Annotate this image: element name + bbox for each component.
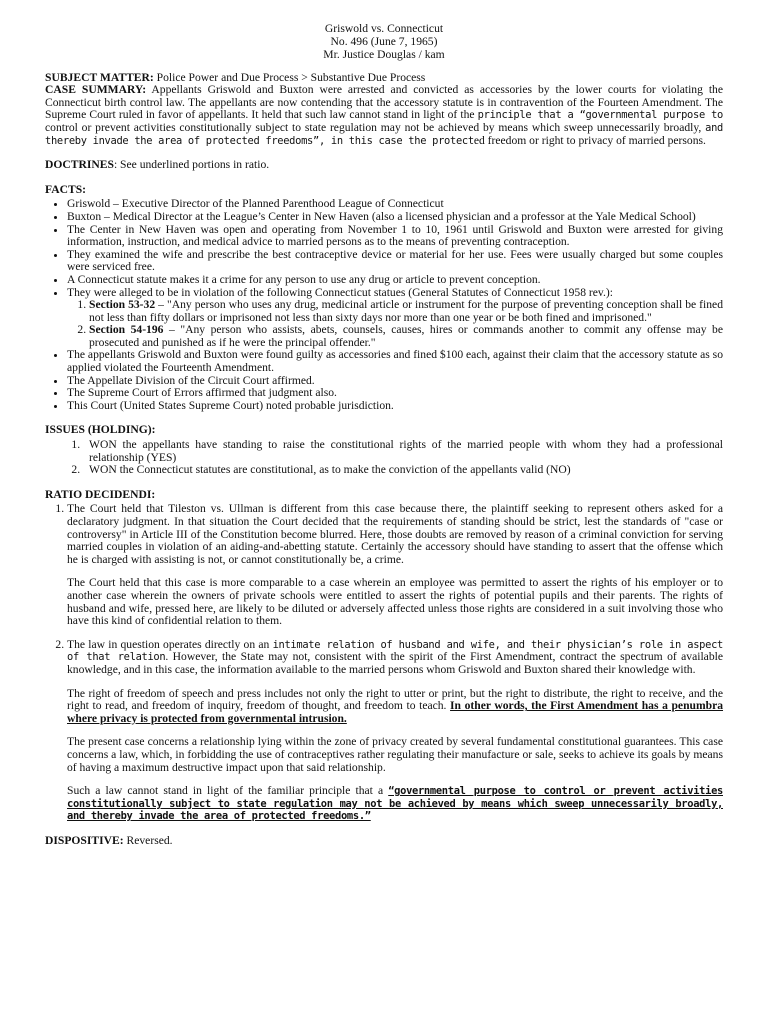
dispositive bbox=[45, 835, 723, 848]
ratio-underlined-doctrine: In other words, the First Amendment has a penumbra where privacy is protected from governmental intrusion. bbox=[67, 699, 724, 725]
ratio-paragraph: 1. The Court held that Tileston vs. Ullman is different from this case because there, the plaintiff seeking to represent others asked for a declaratory judgment. In that situation the Court decided that the requirements of standing should be strict, lest the standards of "case or controversy" in Article III of the Constitution become blurred. Here, those doubts are removed by reason of a criminal conviction for serving married couples in violation of an aiding-and-abetting statute. Certainly the accessory should have standing to assert that the offense which he is charged with assisting is not, or cannot constitutionally be, a crime. bbox=[67, 502, 723, 566]
issue-item: 1. WON the appellants have standing to raise the constitutional rights of the married people with whom they had a professional relationship (YES) bbox=[83, 439, 723, 464]
subject-matter-label: SUBJECT MATTER: bbox=[45, 70, 154, 84]
case-summary-text-1: Appellants Griswold and Buxton were arrested and convicted as accessories by the lower courts for violating the Connecticut birth control law. The appellants are now contending that the accessory statute is in contravention of the Fourteen Amendment. The Supreme Court ruled in favor of appellants. It held that such law cannot stand in light of the bbox=[45, 83, 723, 122]
ratio-paragraph bbox=[67, 785, 723, 823]
doctrines bbox=[45, 159, 723, 172]
case-number: No. 496 (June 7, 1965) bbox=[330, 35, 438, 49]
ratio-heading: RATIO DECIDENDI: bbox=[45, 487, 156, 501]
ratio-text: The right of freedom of speech and press includes not only the right to utter or print, but the right to distribute, the right to receive, and the right to read, and freedom of inquiry, freedom of thought, and freedom to teach. bbox=[67, 686, 723, 713]
case-summary-label: CASE SUMMARY: bbox=[45, 83, 147, 97]
facts-list bbox=[45, 198, 723, 412]
fact-item: • This Court (United States Supreme Court) noted probable jurisdiction. bbox=[67, 400, 723, 413]
dispositive-label: DISPOSITIVE: bbox=[45, 833, 124, 847]
issues-section bbox=[45, 424, 723, 476]
ratio-highlight: intimate relation of husband and wife, and their physician’s role in aspect of that relation bbox=[67, 638, 723, 664]
case-summary bbox=[45, 84, 723, 147]
facts-section bbox=[45, 184, 723, 413]
case-summary-highlight-2: and thereby invade the area of protected freedoms”, in this case the protect bbox=[45, 121, 723, 147]
dispositive-text: Reversed. bbox=[123, 833, 173, 847]
issue-item: 2. WON the Connecticut statutes are constitutional, as to make the conviction of the appellants valid (NO) bbox=[83, 464, 723, 477]
fact-item: • The Supreme Court of Errors affirmed that judgment also. bbox=[67, 387, 723, 400]
doctrines-label: DOCTRINES bbox=[45, 158, 114, 172]
fact-item: • Griswold – Executive Director of the Planned Parenthood League of Connecticut bbox=[67, 198, 723, 211]
ratio-text: Such a law cannot stand in light of the familiar principle that a bbox=[67, 784, 389, 798]
facts-heading: FACTS: bbox=[45, 182, 87, 196]
statute-text: – "Any person who uses any drug, medicinal article or instrument for the purpose of preventing conception shall be fined not less than fifty dollars or imprisoned not less than sixty days nor more than one year or be both fined and imprisoned." bbox=[89, 298, 723, 324]
ratio-paragraph: The Court held that this case is more comparable to a case wherein an employee was permitted to assert the rights of his employer or to another case wherein the owners of private schools were entitled to assert the rights of potential pupils and their parents. The rights of husband and wife, pressed here, are likely to be diluted or adversely affected unless those rights are considered in a suit involving those who have this kind of confidential relation to them. bbox=[67, 576, 723, 628]
ratio-item-2 bbox=[67, 639, 723, 823]
statute-label: Section 54-196 bbox=[89, 323, 164, 337]
justice-line: Mr. Justice Douglas / kam bbox=[323, 48, 445, 62]
fact-item: • The Center in New Haven was open and operating from November 1 to 10, 1961 until Griswold and Buxton were arrested for giving information, instruction, and medical advice to married persons as to the means of preventing contraception. bbox=[67, 224, 723, 249]
fact-item: • They examined the wife and prescribe the best contraceptive device or material for her use. Fees were usually charged but some couples were serviced free. bbox=[67, 249, 723, 274]
statute-label: Section 53-32 bbox=[89, 298, 156, 312]
doctrines-text: : See underlined portions in ratio. bbox=[113, 158, 270, 172]
ratio-paragraph bbox=[67, 639, 723, 677]
statute-item bbox=[89, 299, 723, 324]
ratio-text: . However, the State may not, consistent with the spirit of the First Amendment, contract the spectrum of available knowledge, and in this case, the information available to the married persons whom Griswold and Buxton shared their knowledge with. bbox=[67, 650, 723, 676]
subject-matter-text: Police Power and Due Process > Substantive Due Process bbox=[153, 70, 426, 84]
statute-text: – "Any person who assists, abets, counsels, causes, hires or commands another to commit any offense may be prosecuted and punished as if he were the principal offender." bbox=[89, 323, 723, 349]
document-header bbox=[45, 22, 723, 62]
fact-item-statutes bbox=[67, 287, 723, 350]
statute-list bbox=[67, 299, 723, 349]
ratio-paragraph bbox=[67, 688, 723, 726]
statute-item bbox=[89, 324, 723, 349]
ratio-item-1 bbox=[67, 503, 723, 638]
fact-item: • A Connecticut statute makes it a crime for any person to use any drug or article to prevent conception. bbox=[67, 274, 723, 287]
case-summary-text-2: control or prevent activities constitutionally subject to state regulation may not be achieved by means which sweep unnecessarily broadly, bbox=[45, 120, 706, 134]
fact-item: • The Appellate Division of the Circuit Court affirmed. bbox=[67, 375, 723, 388]
case-title: Griswold vs. Connecticut bbox=[324, 22, 444, 35]
fact-item: • The appellants Griswold and Buxton were found guilty as accessories and fined $100 each, against their claim that the accessory statute as so applied violated the Fourteenth Amendment. bbox=[67, 349, 723, 374]
fact-item-statutes-text: They were alleged to be in violation of the following Connecticut statues (General Statutes of Connecticut 1958 rev.): bbox=[67, 285, 613, 299]
ratio-section bbox=[45, 489, 723, 823]
fact-item: • Buxton – Medical Director at the League’s Center in New Haven (also a licensed physician and a professor at the Yale Medical School) bbox=[67, 211, 723, 224]
ratio-paragraph: The present case concerns a relationship lying within the zone of privacy created by several fundamental constitutional guarantees. This case concerns a law, which, in forbidding the use of contraceptives rather regulating their manufacture or sale, seeks to achieve its goals by means of having a maximum destructive impact upon that said relationship. bbox=[67, 735, 723, 774]
issues-heading: ISSUES (HOLDING): bbox=[45, 423, 156, 437]
ratio-underlined-doctrine: “governmental purpose to control or prevent activities constitutionally subject to state regulation may not be achieved by means which sweep unnecessarily broadly, and thereby invade the area of protected freedoms.” bbox=[67, 785, 723, 823]
ratio-list bbox=[45, 503, 723, 822]
ratio-text: The law in question operates directly on an bbox=[67, 637, 273, 651]
case-summary-text-3: ed freedom or right to privacy of married persons. bbox=[473, 133, 706, 147]
issues-list bbox=[45, 439, 723, 477]
case-summary-highlight-1: principle that a “governmental purpose to bbox=[477, 109, 724, 122]
